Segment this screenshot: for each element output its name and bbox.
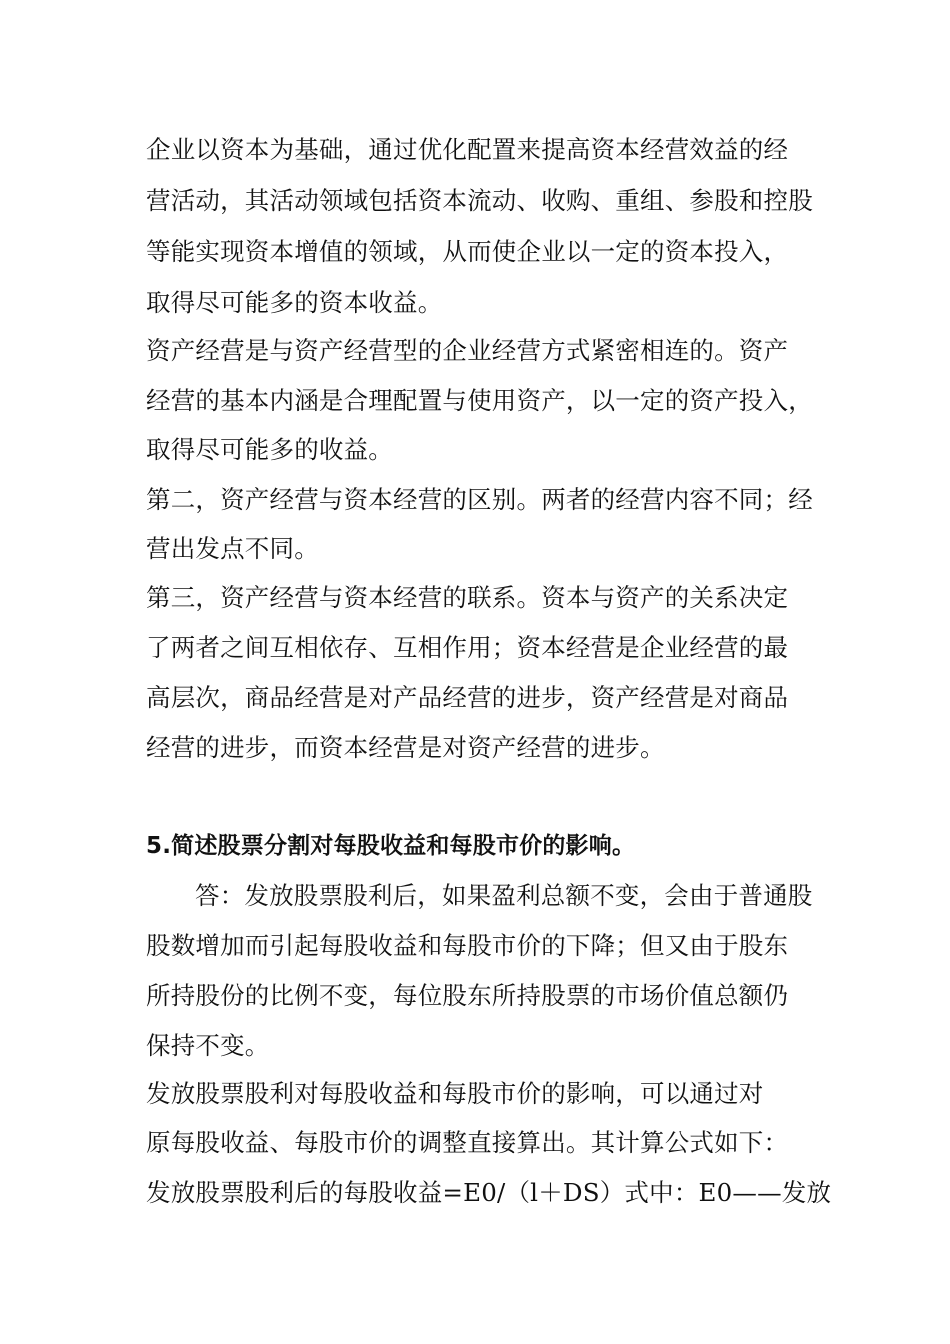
paragraph-4-line-3: 高层次，商品经营是对产品经营的进步，资产经营是对商品 xyxy=(146,683,789,712)
paragraph-4-line-2: 了两者之间互相依存、互相作用；资本经营是企业经营的最 xyxy=(146,633,789,662)
paragraph-2-line-2: 经营的基本内涵是合理配置与使用资产，以一定的资产投入， xyxy=(146,386,813,415)
answer-line-4: 保持不变。 xyxy=(146,1031,270,1060)
paragraph-1-line-3: 等能实现资本增值的领域，从而使企业以一定的资本投入， xyxy=(146,237,789,266)
formula-line: 发放股票股利后的每股收益=E0/（l＋DS）式中：E0——发放 xyxy=(146,1178,832,1207)
answer-line-1: 答：发放股票股利后，如果盈利总额不变，会由于普通股 xyxy=(195,881,813,910)
answer-line-2: 股数增加而引起每股收益和每股市价的下降；但又由于股东 xyxy=(146,931,789,960)
paragraph-1-line-1: 企业以资本为基础，通过优化配置来提高资本经营效益的经 xyxy=(146,135,789,164)
paragraph-4-line-4: 经营的进步，而资本经营是对资产经营的进步。 xyxy=(146,733,665,762)
paragraph-4-line-1: 第三，资产经营与资本经营的联系。资本与资产的关系决定 xyxy=(146,583,789,612)
paragraph-3-line-2: 营出发点不同。 xyxy=(146,534,319,563)
answer-line-6: 原每股收益、每股市价的调整直接算出。其计算公式如下： xyxy=(146,1128,789,1157)
answer-line-5: 发放股票股利对每股收益和每股市价的影响，可以通过对 xyxy=(146,1079,764,1108)
question-heading: 5.简述股票分割对每股收益和每股市价的影响。 xyxy=(146,833,636,859)
answer-line-3: 所持股份的比例不变，每位股东所持股票的市场价值总额仍 xyxy=(146,981,789,1010)
paragraph-1-line-4: 取得尽可能多的资本收益。 xyxy=(146,288,443,317)
paragraph-1-line-2: 营活动，其活动领域包括资本流动、收购、重组、参股和控股 xyxy=(146,186,813,215)
paragraph-2-line-3: 取得尽可能多的收益。 xyxy=(146,435,393,464)
paragraph-3-line-1: 第二，资产经营与资本经营的区别。两者的经营内容不同；经 xyxy=(146,485,813,514)
paragraph-2-line-1: 资产经营是与资产经营型的企业经营方式紧密相连的。资产 xyxy=(146,336,789,365)
